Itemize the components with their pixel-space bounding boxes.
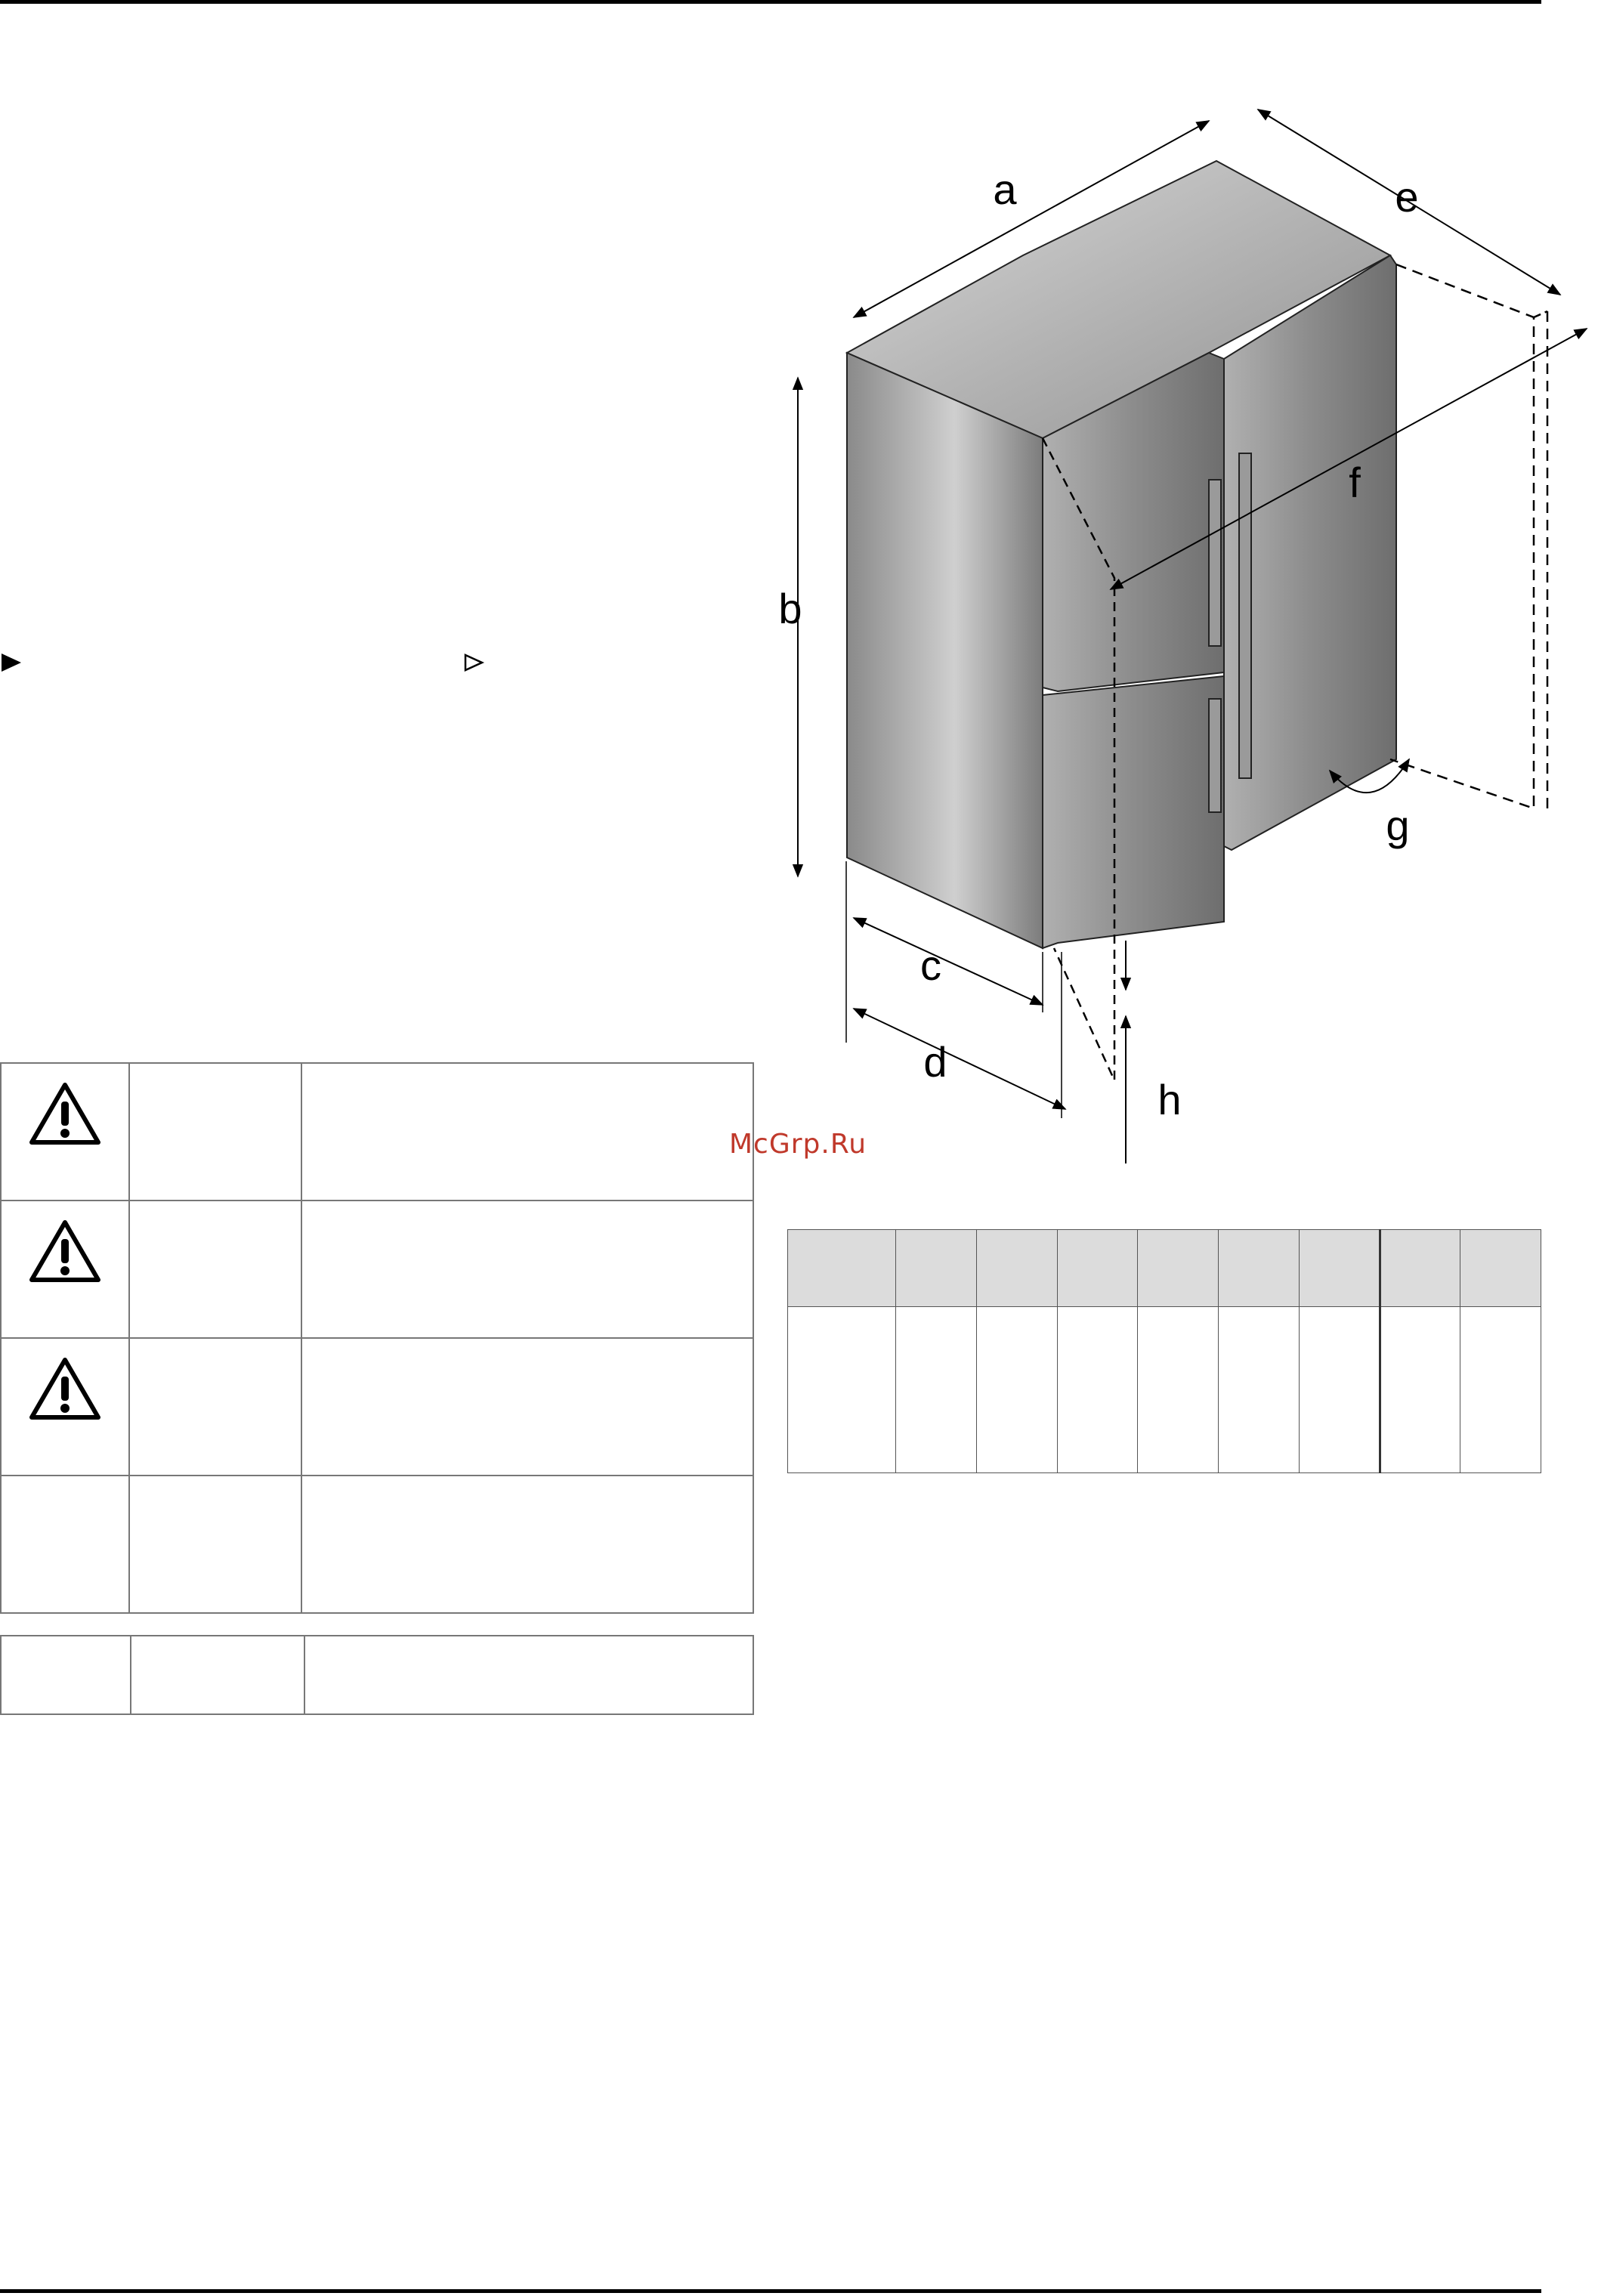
note-cell xyxy=(1,1636,131,1714)
symbol-cell xyxy=(1,1201,129,1338)
description-cell xyxy=(301,1063,753,1201)
table-row xyxy=(1,1063,753,1201)
safety-symbols-table xyxy=(0,1062,754,1614)
table-cell xyxy=(1057,1307,1138,1473)
table-row xyxy=(788,1307,1541,1473)
symbol-cell xyxy=(1,1063,129,1201)
top-rule xyxy=(0,0,1541,4)
upper-handle xyxy=(1209,480,1221,646)
table-cell xyxy=(1138,1307,1219,1473)
table-header-row xyxy=(788,1230,1541,1307)
table-row xyxy=(1,1201,753,1338)
dim-label-c: c xyxy=(920,941,941,989)
column-header xyxy=(1380,1230,1460,1307)
column-header xyxy=(1138,1230,1219,1307)
note-cell xyxy=(131,1636,304,1714)
symbol-cell xyxy=(1,1476,129,1613)
table-row xyxy=(1,1476,753,1613)
signal-word-cell xyxy=(129,1063,301,1201)
dim-label-h: h xyxy=(1157,1076,1182,1123)
column-header xyxy=(1057,1230,1138,1307)
right-handle xyxy=(1239,453,1251,778)
dim-line-d xyxy=(854,1009,1065,1109)
table-cell xyxy=(1460,1307,1541,1473)
signal-word-cell xyxy=(129,1338,301,1476)
signal-word-cell xyxy=(129,1201,301,1338)
bottom-rule xyxy=(0,2289,1541,2293)
table-row xyxy=(1,1636,753,1714)
dim-label-f: f xyxy=(1349,459,1361,506)
dashed-line xyxy=(1534,311,1547,317)
warning-triangle-icon xyxy=(27,1080,103,1147)
column-header xyxy=(896,1230,977,1307)
column-header xyxy=(1299,1230,1380,1307)
dim-label-b: b xyxy=(778,585,802,632)
appliance-side xyxy=(847,353,1043,948)
dim-label-d: d xyxy=(923,1038,947,1086)
column-header xyxy=(976,1230,1057,1307)
dimensions-table xyxy=(787,1229,1541,1473)
table-cell xyxy=(976,1307,1057,1473)
table-cell xyxy=(896,1307,977,1473)
table-row xyxy=(1,1338,753,1476)
description-cell xyxy=(301,1338,753,1476)
table-cell xyxy=(788,1307,896,1473)
left-lower-door xyxy=(1043,676,1224,948)
dim-label-a: a xyxy=(993,165,1017,213)
table-cell xyxy=(1380,1307,1460,1473)
table-cell xyxy=(1219,1307,1300,1473)
warning-triangle-icon xyxy=(27,1355,103,1422)
note-cell xyxy=(304,1636,753,1714)
warning-triangle-icon xyxy=(27,1218,103,1284)
note-table xyxy=(0,1635,754,1715)
description-cell xyxy=(301,1201,753,1338)
column-header xyxy=(788,1230,896,1307)
column-header xyxy=(1219,1230,1300,1307)
instruction-bullet-icon xyxy=(0,651,23,674)
column-header xyxy=(1460,1230,1541,1307)
symbol-cell xyxy=(1,1338,129,1476)
open-door-outline-right xyxy=(1390,264,1534,808)
dim-label-g: g xyxy=(1386,802,1410,849)
description-cell xyxy=(301,1476,753,1613)
lower-handle xyxy=(1209,699,1221,812)
table-cell xyxy=(1299,1307,1380,1473)
appliance-dimension-figure xyxy=(756,76,1601,1194)
signal-word-cell xyxy=(129,1476,301,1613)
watermark: McGrp.Ru xyxy=(729,1129,867,1160)
dim-label-e: e xyxy=(1395,173,1419,221)
result-arrow-icon xyxy=(462,651,485,674)
